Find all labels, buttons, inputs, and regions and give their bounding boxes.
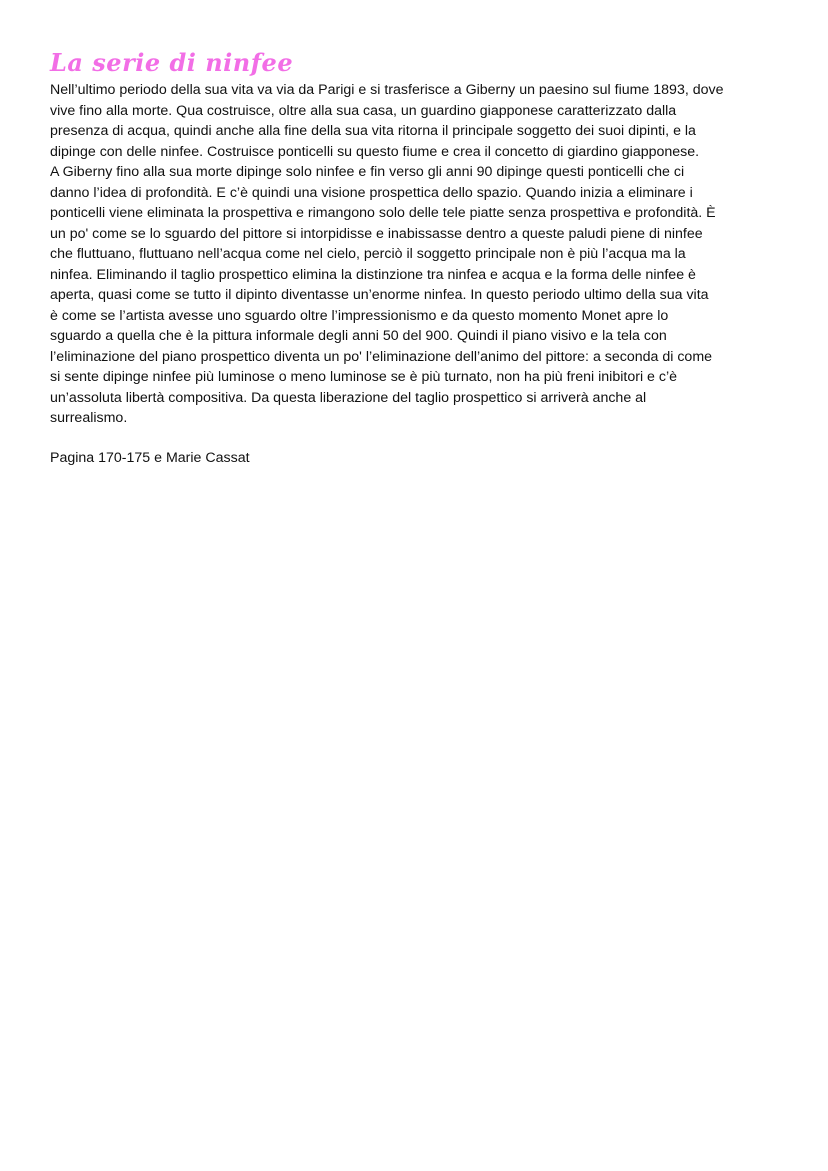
text-line: Nell’ultimo periodo della sua vita va via da Parigi e si trasferisce a Giberny un paesino sul fiume 1893, dove — [50, 82, 724, 98]
text-line: si sente dipinge ninfee più luminose o meno luminose se è più turnato, non ha più freni inibitori e c’è — [50, 369, 678, 385]
text-line: sguardo a quella che è la pittura informale degli anni 50 del 900. Quindi il piano visivo e la tela con — [50, 328, 667, 344]
text-line: presenza di acqua, quindi anche alla fine della sua vita ritorna il principale soggetto dei suoi dipinti, e la — [50, 123, 696, 139]
text-line: che fluttuano, fluttuano nell’acqua come nel cielo, perciò il soggetto principale non è più l’acqua ma la — [50, 246, 686, 262]
text-line: ninfea. Eliminando il taglio prospettico elimina la distinzione tra ninfea e acqua e la forma delle ninfee è — [50, 266, 696, 283]
text-line: l’eliminazione del piano prospettico diventa un po' l’eliminazione dell’animo del pittore: a seconda di come — [50, 348, 713, 365]
text-line: un’assoluta libertà compositiva. Da questa liberazione del taglio prospettico si arriverà anche al — [50, 389, 647, 406]
text-line: ponticelli viene eliminata la prospettiva e rimangono solo delle tele piatte senza prospettiva e profondità. È — [50, 205, 716, 221]
text-line: A Giberny fino alla sua morte dipinge solo ninfee e fin verso gli anni 90 dipinge questi ponticelli che ci — [50, 164, 685, 180]
text-line: aperta, quasi come se tutto il dipinto diventasse un’enorme ninfea. In questo periodo ultimo della sua vita — [50, 287, 709, 303]
text-line: vive fino alla morte. Qua costruisce, oltre alla sua casa, un guardino giapponese caratterizzato dalla — [50, 102, 677, 119]
page-title: La serie di ninfee — [50, 48, 294, 77]
text-line: danno l’idea di profondità. E c’è quindi una visione prospettica dello spazio. Quando inizia a eliminare i — [50, 184, 693, 201]
text-line: un po' come se lo sguardo del pittore si intorpidisse e inabissasse dentro a queste paludi piene di ninfee — [50, 225, 703, 242]
text-line: dipinge con delle ninfee. Costruisce ponticelli su questo fiume e crea il concetto di giardino giapponese. — [50, 143, 700, 160]
text-line: surrealismo. — [50, 410, 128, 426]
text-line: è come se l’artista avesse uno sguardo oltre l’impressionismo e da questo momento Monet apre lo — [50, 307, 669, 324]
page-reference: Pagina 170-175 e Marie Cassat — [50, 450, 250, 466]
body-paragraph — [50, 80, 790, 429]
